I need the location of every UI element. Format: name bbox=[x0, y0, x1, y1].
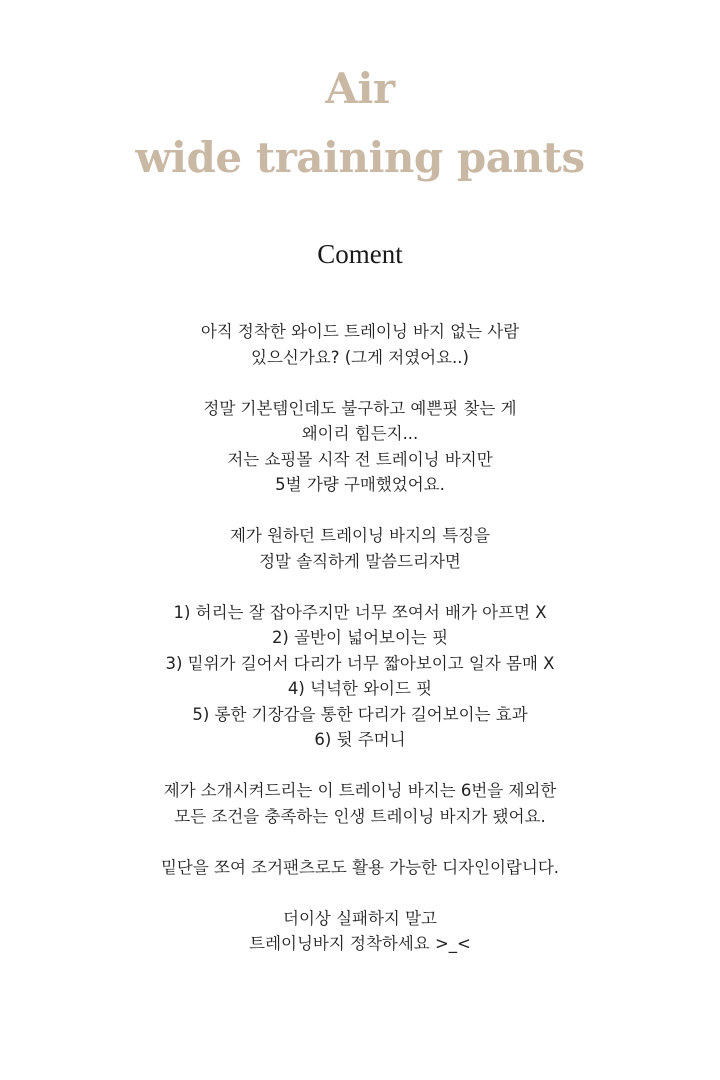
feature-item: 6) 뒷 주머니 bbox=[314, 730, 406, 749]
text-line: 저는 쇼핑몰 시작 전 트레이닝 바지만 bbox=[227, 449, 493, 469]
text-line: 있으신가요? (그게 저였어요..) bbox=[251, 347, 469, 367]
text-line: 5벌 가량 구매했었어요. bbox=[275, 475, 445, 494]
comment-body bbox=[0, 319, 720, 957]
feature-item: 2) 골반이 넓어보이는 핏 bbox=[271, 628, 449, 647]
product-title-line-2: wide training pants bbox=[135, 133, 585, 182]
text-line: 왜이리 힘든지... bbox=[301, 424, 419, 443]
text-line: 정말 솔직하게 말씀드리자면 bbox=[259, 551, 461, 571]
feature-item: 1) 허리는 잘 잡아주지만 너무 쪼여서 배가 아프면 X bbox=[173, 602, 547, 622]
section-heading: Coment bbox=[317, 239, 403, 269]
text-line: 아직 정착한 와이드 트레이닝 바지 없는 사람 bbox=[200, 322, 520, 341]
feature-list bbox=[0, 600, 720, 753]
paragraph-closing bbox=[0, 906, 720, 957]
text-line: 모든 조건을 충족하는 인생 트레이닝 바지가 됐어요. bbox=[174, 806, 546, 826]
product-title bbox=[0, 54, 720, 192]
feature-item: 4) 넉넉한 와이드 핏 bbox=[287, 679, 433, 698]
text-line: 제가 소개시켜드리는 이 트레이닝 바지는 6번을 제외한 bbox=[163, 781, 557, 800]
feature-item: 3) 밑위가 길어서 다리가 너무 짧아보이고 일자 몸매 X bbox=[165, 653, 555, 673]
feature-item: 5) 롱한 기장감을 통한 다리가 길어보이는 효과 bbox=[192, 704, 528, 724]
product-title-line-1: Air bbox=[325, 64, 395, 113]
paragraph-story bbox=[0, 396, 720, 498]
paragraph-jogger bbox=[0, 855, 720, 881]
text-line: 제가 원하던 트레이닝 바지의 특징을 bbox=[229, 526, 491, 545]
paragraph-intro bbox=[0, 319, 720, 370]
text-line: 정말 기본템인데도 불구하고 예쁜핏 찾는 게 bbox=[203, 398, 517, 418]
text-line: 더이상 실패하지 말고 bbox=[283, 908, 437, 928]
text-line: 밑단을 쪼여 조거팬츠로도 활용 가능한 디자인이랍니다. bbox=[160, 857, 560, 877]
text-line: 트레이닝바지 정착하세요 >_< bbox=[249, 934, 471, 953]
paragraph-features-intro bbox=[0, 523, 720, 574]
paragraph-summary bbox=[0, 778, 720, 829]
